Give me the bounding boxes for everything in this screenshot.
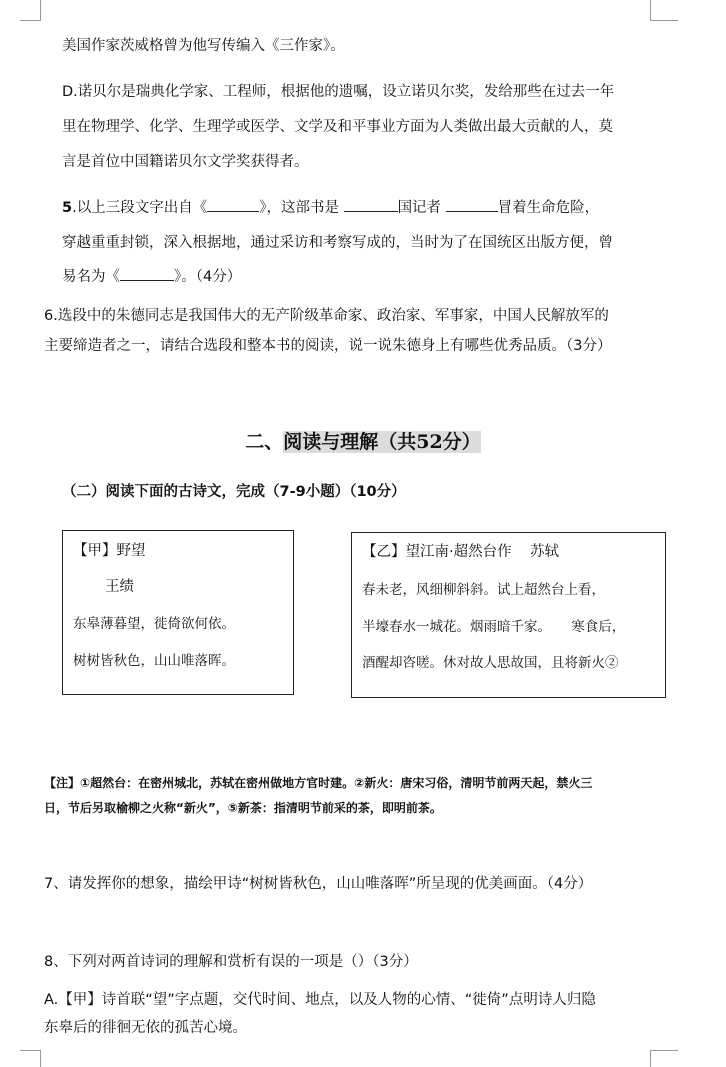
poem-b-box [351, 532, 666, 698]
crop-mark-bottom-right-h [650, 1050, 678, 1051]
option-d-line-2: 里在物理学、化学、生理学或医学、文学及和平事业方面为人类做出最大贡献的人，莫 [62, 119, 613, 135]
section-title [0, 427, 726, 454]
question-6-line-1: 6.选段中的朱德同志是我国伟大的无产阶级革命家、政治家、军事家，中国人民解放军的 [44, 308, 609, 324]
crop-mark-bottom-left-h [20, 1050, 41, 1051]
crop-mark-top-left-v [40, 0, 41, 20]
poem-b-author: 苏轼 [530, 544, 560, 560]
poem-b-title-line [362, 540, 559, 561]
question-6-line-2: 主要缔造者之一，请结合选段和整本书的阅读，说一说朱德身上有哪些优秀品质。（3分） [44, 338, 612, 354]
option-d-line-1: D.诺贝尔是瑞典化学家、工程师，根据他的遗嘱，设立诺贝尔奖，发给那些在过去一年 [62, 84, 615, 100]
poem-b-line-2: 半壕春水一城花。烟雨暗千家。 寒食后， [362, 619, 626, 635]
question-5-line-3 [62, 265, 241, 286]
question-5-line-2: 穿越重重封锁，深入根据地，通过采访和考察写成的，当时为了在国统区出版方便，曾 [62, 235, 613, 251]
question-5-text-f: 》。（4分） [174, 269, 242, 285]
poem-a-box [62, 530, 294, 695]
question-5-number: 5 [62, 200, 73, 216]
question-5-text-c: 国记者 [397, 200, 442, 216]
poem-a-line-1: 东皋薄暮望，徙倚欲何依。 [73, 616, 235, 632]
previous-option-continuation: 美国作家茨威格曾为他写传编入《三作家》。 [62, 38, 345, 54]
crop-mark-top-right-v [650, 0, 651, 20]
subsection-heading: （二）阅读下面的古诗文，完成（7-9小题）（10分） [62, 484, 406, 500]
question-7: 7、请发挥你的想象，描绘甲诗“树树皆秋色，山山唯落晖”所呈现的优美画面。（4分） [44, 876, 593, 892]
crop-mark-bottom-right-v [650, 1050, 651, 1067]
poem-b-title: 【乙】望江南·超然台作 [362, 544, 512, 560]
crop-mark-top-left-h [20, 20, 41, 21]
alternate-title-blank[interactable] [120, 280, 174, 281]
note-line-2: 日，节后另取榆柳之火称“新火”，⑤新茶：指清明节前采的茶，即明前茶。 [44, 801, 442, 815]
poem-b-line-3: 酒醒却咨嗟。休对故人思故国，且将新火② [362, 655, 619, 671]
question-5-text-a: .以上三段文字出自《 [72, 200, 208, 216]
question-8-option-a-line-2: 东皋后的徘徊无依的孤苦心境。 [44, 1020, 247, 1036]
option-d-line-3: 言是首位中国籍诺贝尔文学奖获得者。 [62, 154, 309, 170]
poem-a-line-2: 树树皆秋色，山山唯落晖。 [73, 653, 235, 669]
section-title-highlighted: 阅读与理解（共52分） [283, 431, 481, 453]
nationality-blank[interactable] [344, 211, 398, 212]
question-5-text-e: 易名为《 [62, 269, 120, 285]
journalist-name-blank[interactable] [446, 211, 498, 212]
poem-b-line-1: 春未老，风细柳斜斜。试上超然台上看， [362, 582, 605, 598]
book-title-blank[interactable] [207, 211, 259, 212]
question-5-line-1 [62, 196, 599, 217]
question-5-text-b: 》，这部书是 [259, 200, 339, 216]
question-8-stem: 8、下列对两首诗词的理解和赏析有误的一项是（）（3分） [44, 954, 418, 970]
question-5-text-d: 冒着生命危险， [497, 200, 600, 216]
note-line-1: 【注】①超然台：在密州城北，苏轼在密州做地方官时建。②新火：唐宋习俗，清明节前两天起，禁火三 [44, 776, 593, 790]
crop-mark-top-right-h [650, 20, 678, 21]
question-8-option-a-line-1: A.【甲】诗首联“望”字点题，交代时间、地点，以及人物的心情、“徙倚”点明诗人归隐 [44, 992, 596, 1008]
poem-a-title: 【甲】野望 [73, 543, 146, 559]
poem-a-author: 王绩 [105, 579, 134, 595]
section-title-prefix: 二、 [245, 431, 284, 453]
crop-mark-bottom-left-v [40, 1050, 41, 1067]
